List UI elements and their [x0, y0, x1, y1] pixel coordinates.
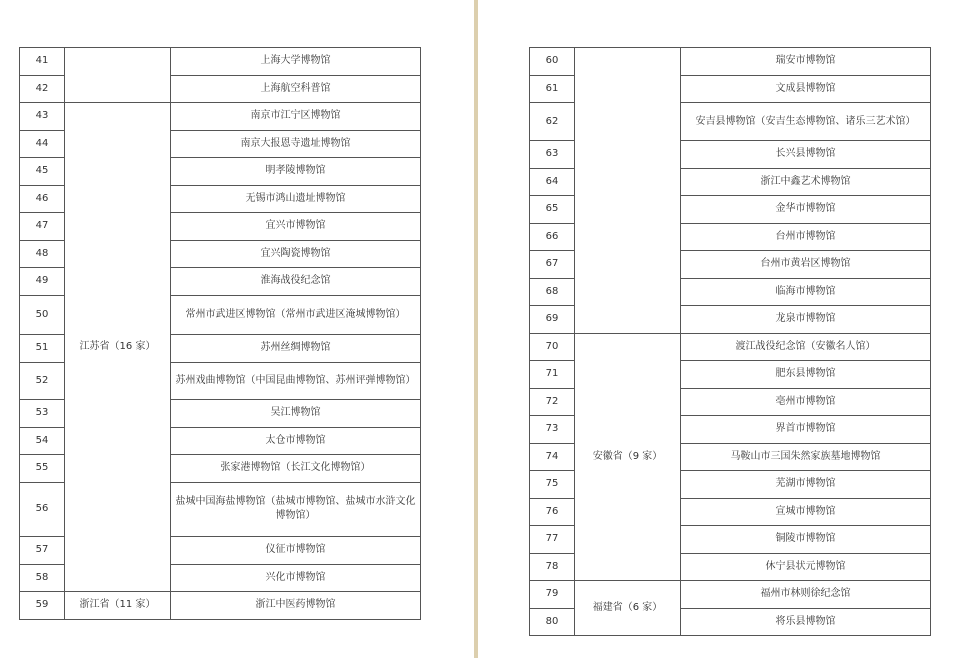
museum-name: 常州市武进区博物馆（常州市武进区淹城博物馆） [171, 295, 421, 335]
row-number: 62 [530, 103, 575, 141]
row-number: 57 [20, 537, 65, 565]
province-cell: 安徽省（9 家） [575, 333, 681, 581]
table-row [530, 333, 931, 361]
row-number: 72 [530, 388, 575, 416]
museum-name: 安吉县博物馆（安吉生态博物馆、诸乐三艺术馆） [681, 103, 931, 141]
museum-name: 龙泉市博物馆 [681, 306, 931, 334]
row-number: 78 [530, 553, 575, 581]
museum-table-left [19, 47, 421, 620]
table-row [530, 48, 931, 76]
row-number: 66 [530, 223, 575, 251]
row-number: 65 [530, 196, 575, 224]
row-number: 64 [530, 168, 575, 196]
row-number: 68 [530, 278, 575, 306]
row-number: 47 [20, 213, 65, 241]
museum-name: 将乐县博物馆 [681, 608, 931, 636]
museum-name: 长兴县博物馆 [681, 141, 931, 169]
row-number: 61 [530, 75, 575, 103]
museum-name: 苏州戏曲博物馆（中国昆曲博物馆、苏州评弹博物馆） [171, 362, 421, 400]
museum-name: 界首市博物馆 [681, 416, 931, 444]
row-number: 55 [20, 455, 65, 483]
museum-name: 临海市博物馆 [681, 278, 931, 306]
province-cell: 江苏省（16 家） [65, 103, 171, 592]
museum-name: 瑞安市博物馆 [681, 48, 931, 76]
museum-name: 张家港博物馆（长江文化博物馆） [171, 455, 421, 483]
row-number: 77 [530, 526, 575, 554]
museum-name: 宣城市博物馆 [681, 498, 931, 526]
museum-name: 上海航空科普馆 [171, 75, 421, 103]
museum-name: 金华市博物馆 [681, 196, 931, 224]
museum-name: 宜兴陶瓷博物馆 [171, 240, 421, 268]
row-number: 59 [20, 592, 65, 620]
museum-name: 渡江战役纪念馆（安徽名人馆） [681, 333, 931, 361]
row-number: 76 [530, 498, 575, 526]
row-number: 70 [530, 333, 575, 361]
province-cell [65, 48, 171, 103]
museum-name: 宜兴市博物馆 [171, 213, 421, 241]
museum-name: 台州市博物馆 [681, 223, 931, 251]
row-number: 58 [20, 564, 65, 592]
row-number: 79 [530, 581, 575, 609]
row-number: 46 [20, 185, 65, 213]
row-number: 50 [20, 295, 65, 335]
row-number: 53 [20, 400, 65, 428]
table-row [20, 592, 421, 620]
museum-name: 亳州市博物馆 [681, 388, 931, 416]
row-number: 49 [20, 268, 65, 296]
museum-name: 吴江博物馆 [171, 400, 421, 428]
row-number: 80 [530, 608, 575, 636]
museum-name: 南京大报恩寺遗址博物馆 [171, 130, 421, 158]
museum-name: 马鞍山市三国朱然家族墓地博物馆 [681, 443, 931, 471]
museum-name: 仪征市博物馆 [171, 537, 421, 565]
museum-name: 兴化市博物馆 [171, 564, 421, 592]
row-number: 43 [20, 103, 65, 131]
museum-name: 浙江中医药博物馆 [171, 592, 421, 620]
row-number: 44 [20, 130, 65, 158]
row-number: 73 [530, 416, 575, 444]
row-number: 60 [530, 48, 575, 76]
museum-name: 上海大学博物馆 [171, 48, 421, 76]
museum-name: 苏州丝绸博物馆 [171, 335, 421, 363]
museum-name: 文成县博物馆 [681, 75, 931, 103]
museum-name: 浙江中鑫艺术博物馆 [681, 168, 931, 196]
museum-name: 南京市江宁区博物馆 [171, 103, 421, 131]
page-right [478, 0, 963, 658]
page-left [0, 0, 474, 658]
province-cell [575, 48, 681, 334]
row-number: 51 [20, 335, 65, 363]
row-number: 56 [20, 482, 65, 537]
table-row [20, 48, 421, 76]
row-number: 63 [530, 141, 575, 169]
row-number: 48 [20, 240, 65, 268]
museum-name: 无锡市鸿山遗址博物馆 [171, 185, 421, 213]
table-row [530, 581, 931, 609]
row-number: 41 [20, 48, 65, 76]
row-number: 67 [530, 251, 575, 279]
museum-name: 明孝陵博物馆 [171, 158, 421, 186]
province-cell: 浙江省（11 家） [65, 592, 171, 620]
museum-table-right [529, 47, 931, 636]
province-cell: 福建省（6 家） [575, 581, 681, 636]
museum-name: 台州市黄岩区博物馆 [681, 251, 931, 279]
museum-name: 盐城中国海盐博物馆（盐城市博物馆、盐城市水浒文化博物馆） [171, 482, 421, 537]
row-number: 45 [20, 158, 65, 186]
row-number: 54 [20, 427, 65, 455]
row-number: 75 [530, 471, 575, 499]
table-row [20, 103, 421, 131]
row-number: 52 [20, 362, 65, 400]
museum-name: 芜湖市博物馆 [681, 471, 931, 499]
museum-name: 休宁县状元博物馆 [681, 553, 931, 581]
row-number: 42 [20, 75, 65, 103]
museum-name: 肥东县博物馆 [681, 361, 931, 389]
row-number: 74 [530, 443, 575, 471]
museum-name: 铜陵市博物馆 [681, 526, 931, 554]
museum-name: 淮海战役纪念馆 [171, 268, 421, 296]
row-number: 69 [530, 306, 575, 334]
museum-name: 福州市林则徐纪念馆 [681, 581, 931, 609]
row-number: 71 [530, 361, 575, 389]
museum-name: 太仓市博物馆 [171, 427, 421, 455]
